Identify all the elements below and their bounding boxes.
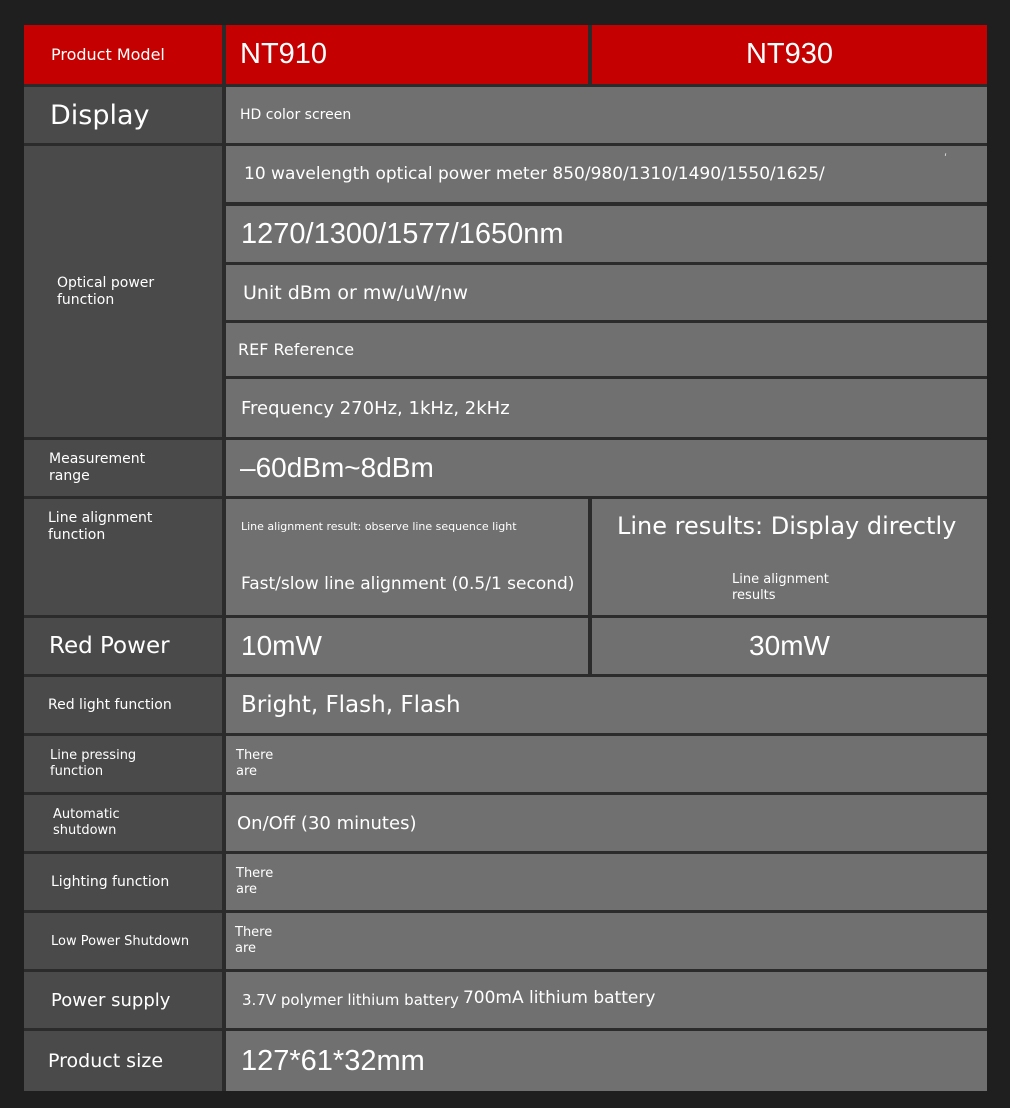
low-power-value: There are — [235, 925, 273, 956]
header-label: Product Model — [51, 45, 165, 64]
product-size-label: Product size — [48, 1050, 164, 1072]
auto-shutdown-value: On/Off (30 minutes) — [237, 812, 417, 834]
header-model-b-cell — [592, 25, 987, 84]
red-power-a-cell — [226, 618, 588, 674]
optical-power-row-1 — [226, 146, 987, 202]
line-alignment-a-speed: Fast/slow line alignment (0.5/1 second) — [241, 574, 575, 594]
lighting-label-cell — [24, 854, 222, 910]
optical-power-wavelengths: 10 wavelength optical power meter 850/980/1310/1490/1550/1625/ — [244, 164, 825, 184]
measurement-value-cell — [226, 440, 987, 496]
red-power-b-cell — [592, 618, 987, 674]
display-label-cell — [24, 87, 222, 143]
red-light-label: Red light function — [48, 697, 172, 713]
optical-power-row-3 — [226, 265, 987, 320]
optical-power-frequency: Frequency 270Hz, 1kHz, 2kHz — [241, 397, 510, 419]
line-pressing-label-cell — [24, 736, 222, 792]
display-value: HD color screen — [240, 107, 352, 123]
optical-power-ref: REF Reference — [238, 340, 355, 359]
lighting-value: There are — [236, 866, 274, 897]
red-light-label-cell — [24, 677, 222, 733]
product-size-value: 127*61*32mm — [241, 1044, 425, 1077]
line-alignment-b-sub: Line alignment results — [732, 572, 829, 603]
red-power-label: Red Power — [49, 633, 170, 659]
line-pressing-value: There are — [236, 748, 274, 779]
red-power-b: 30mW — [749, 630, 830, 661]
optical-power-row-2 — [226, 206, 987, 262]
optical-power-wavelengths-2: 1270/1300/1577/1650nm — [241, 217, 564, 250]
header-model-a: NT910 — [240, 38, 328, 70]
power-supply-value-b: 700mA lithium battery — [462, 988, 656, 1008]
product-size-label-cell — [24, 1031, 222, 1091]
line-alignment-label: Line alignment function — [48, 510, 153, 543]
optical-power-units: Unit dBm or mw/uW/nw — [243, 281, 469, 304]
auto-shutdown-label: Automatic shutdown — [53, 807, 120, 838]
auto-shutdown-value-cell — [226, 795, 987, 851]
power-supply-label-cell — [24, 972, 222, 1028]
low-power-label-cell — [24, 913, 222, 969]
display-label: Display — [50, 99, 150, 131]
power-supply-value-cell — [226, 972, 987, 1028]
power-supply-value-a: 3.7V polymer lithium battery — [242, 991, 459, 1009]
lighting-value-cell — [226, 854, 987, 910]
line-pressing-label: Line pressing function — [50, 748, 137, 779]
header-label-cell — [24, 25, 222, 84]
lighting-label: Lighting function — [51, 874, 170, 890]
low-power-value-cell — [226, 913, 987, 969]
red-power-a: 10mW — [241, 630, 322, 661]
line-alignment-b-result: Line results: Display directly — [617, 512, 957, 540]
header-model-a-cell — [226, 25, 588, 84]
display-value-cell — [226, 87, 987, 143]
optical-power-row-5 — [226, 379, 987, 437]
line-alignment-b-cell — [592, 499, 987, 615]
red-light-value-cell — [226, 677, 987, 733]
auto-shutdown-label-cell — [24, 795, 222, 851]
power-supply-label: Power supply — [51, 989, 171, 1011]
line-pressing-value-cell — [226, 736, 987, 792]
optical-power-row-4 — [226, 323, 987, 376]
measurement-label: Measurement range — [49, 451, 146, 484]
red-light-value: Bright, Flash, Flash — [241, 692, 461, 718]
optical-power-label-cell — [24, 146, 222, 437]
low-power-label: Low Power Shutdown — [51, 933, 190, 949]
spec-table — [24, 25, 987, 1091]
tick-mark: ʹ — [944, 152, 948, 165]
measurement-label-cell — [24, 440, 222, 496]
line-alignment-a-result: Line alignment result: observe line sequence light — [241, 520, 517, 533]
red-power-label-cell — [24, 618, 222, 674]
line-alignment-a-cell — [226, 499, 588, 615]
product-size-value-cell — [226, 1031, 987, 1091]
header-model-b: NT930 — [745, 38, 834, 70]
measurement-value: –60dBm~8dBm — [240, 452, 434, 483]
optical-power-label: Optical power function — [57, 274, 155, 308]
line-alignment-label-cell — [24, 499, 222, 615]
